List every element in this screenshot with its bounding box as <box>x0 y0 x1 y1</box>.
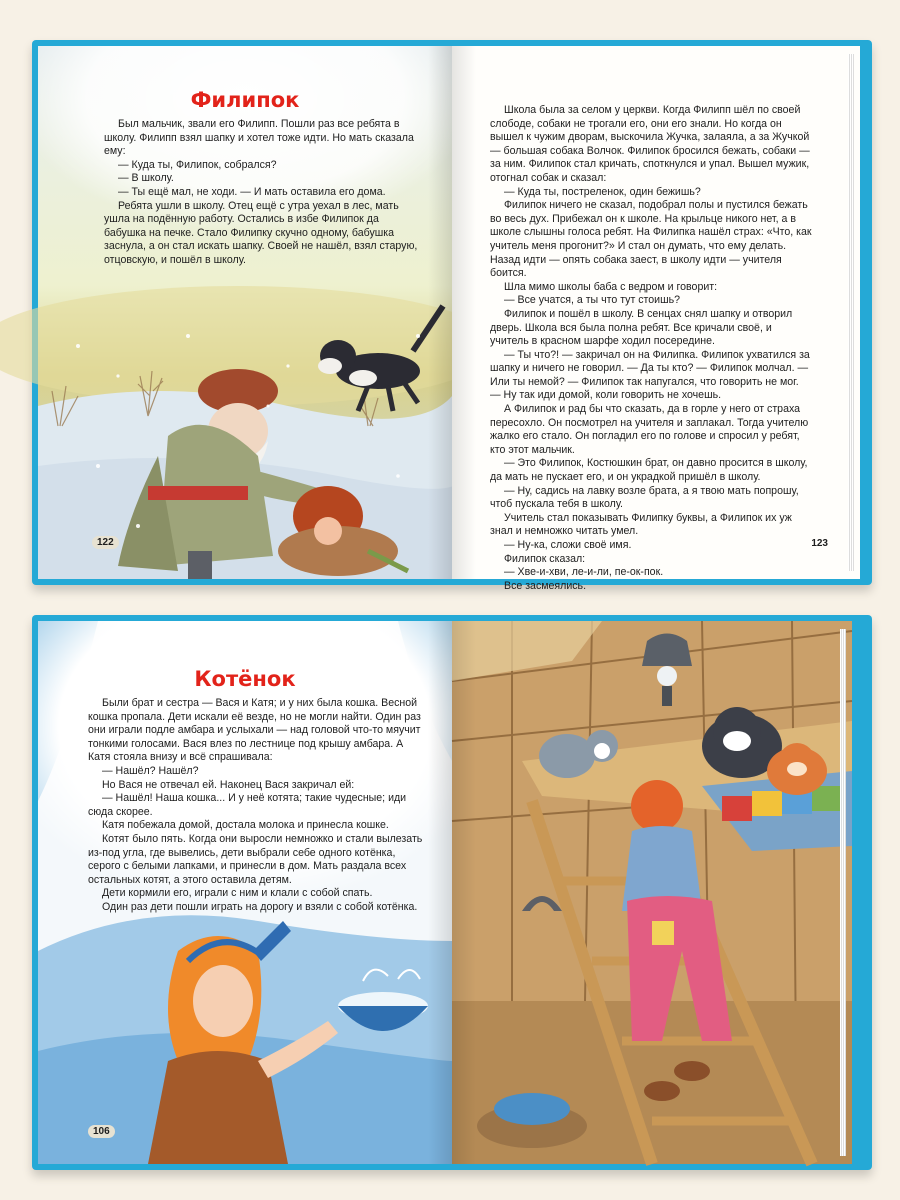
paragraph: — Ну, садись на лавку возле брата, а я твою мать попрошу, чтоб пускала тебя в школу. <box>490 484 799 511</box>
illustration-barn-kittens <box>452 621 852 1164</box>
paragraph: Филипок и пошёл в школу. В сенцах снял шапку и отворил дверь. Школа вся была полна ребят. Все кричали своё, и учитель в красном шарфе ходил посередине. <box>490 307 793 348</box>
paragraph: Школа была за селом у церкви. Когда Филипп шёл по своей слободе, собаки не трогали его, они его знали. Но когда он вышел к чужим дворам, выскочила Жучка, залаяла, а за Жучкой — большая собака Волчок. Филипок бросился бежать, собаки — за ним. Филипок стал кричать, споткнулся и упал. Вышел мужик, отогнал собак и сказал: <box>490 104 810 184</box>
paragraph: — Нашёл? Нашёл? <box>102 764 199 777</box>
paragraph: — Нашёл! Наша кошка... И у неё котята; такие чудесные; иди сюда скорее. <box>88 792 407 818</box>
story-text-right-top <box>490 104 812 593</box>
paragraph: — Ты ещё мал, не ходи. — И мать оставила его дома. <box>118 185 386 198</box>
page-number-right: 123 <box>811 538 828 549</box>
page-right-kotenok <box>452 621 852 1164</box>
paragraph: — Ты что?! — закричал он на Филипка. Филипок ухватился за шапку и ничего не говорил. — Да ты кто? — Филипок молчал. — Или ты немой? — Филипок так напугался, что говорить не мог. — Ну так иди домой, коли говорить не хочешь. <box>490 348 810 402</box>
paragraph: — Куда ты, постреленок, один бежишь? <box>504 185 701 198</box>
paragraph: Катя побежала домой, достала молока и принесла кошке. <box>102 819 389 832</box>
paragraph: Шла мимо школы баба с ведром и говорит: <box>504 280 718 293</box>
story-text-left-bottom <box>88 697 428 915</box>
paragraph: Ребята ушли в школу. Отец ещё с утра уехал в лес, мать ушла на подённую работу. Остались в избе Филипок да бабушка на печке. Стало Филипку скучно одному, бабушка заснула, а он стал искать шапку. Своей не нашёл, взял старую, отцовскую, и пошёл в школу. <box>104 199 418 266</box>
page-edges <box>848 54 854 571</box>
paragraph: Дети кормили его, играли с ним и клали с собой спать. <box>102 887 373 900</box>
spine-shadow <box>428 621 452 1164</box>
paragraph: Один раз дети пошли играть на дорогу и взяли с собой котёнка. <box>102 900 418 913</box>
paragraph: — Ну-ка, сложи своё имя. <box>504 539 632 551</box>
paragraph: Но Вася не отвечал ей. Наконец Вася закричал ей: <box>102 778 355 791</box>
paragraph: Котят было пять. Когда они выросли немножко и стали вылезать из-под угла, где вывелись, дети выбрали себе одного котёнка, серого с белыми лапками, и принесли в дом. Мать раздала всех остальных котят, а этого оставила детям. <box>88 832 423 886</box>
story-title-filipok: Филипок <box>190 88 300 112</box>
page-left-kotenok <box>38 621 452 1164</box>
page-edges <box>840 629 846 1156</box>
paragraph: — Все учатся, а ты что тут стоишь? <box>504 294 681 307</box>
paragraph: Филипок ничего не сказал, подобрал полы и пустился бежать во весь дух. Прибежал он к школе. На крыльце никого нет, а в школе слышны голоса ребят. На Филипка нашёл страх: «Что, как учитель меня прогонит?» И стал он думать, что ему делать. Назад идти — опять собака заест, в школу идти — учителя боится. <box>490 199 812 280</box>
paragraph: Филипок сказал: <box>504 552 586 565</box>
paragraph: — Хве-и-хви, ле-и-ли, пе-ок-пок. <box>504 566 664 579</box>
paragraph: Все засмеялись. <box>504 579 587 592</box>
story-text-left-top <box>104 118 422 268</box>
spine-shadow <box>428 46 452 579</box>
paragraph: — В школу. <box>118 172 174 185</box>
story-title-kotenok: Котёнок <box>194 667 296 691</box>
paragraph: — Это Филипок, Костюшкин брат, он давно просится в школу, да мать не пускает его, и он украдкой пришёл в школу. <box>490 457 808 484</box>
page-number-left: 122 <box>92 536 119 549</box>
paragraph: Был мальчик, звали его Филипп. Пошли раз все ребята в школу. Филипп взял шапку и хотел тоже идти. Но мать сказала ему: <box>104 118 414 158</box>
paragraph: Учитель стал показывать Филипку буквы, а Филипок их уж знал и немножко читать умел. <box>490 511 792 538</box>
spine-shadow <box>452 621 476 1164</box>
page-right-filipok <box>452 46 860 592</box>
book-spread-filipok <box>32 40 872 592</box>
book-spread-kotenok <box>32 615 872 1170</box>
paragraph: А Филипок и рад бы что сказать, да в горле у него от страха пересохло. Он посмотрел на учителя и заплакал. Тогда учителю жалко его стало. Он погладил его по голове и спросил у ребят, кто этот мальчик. <box>490 403 809 456</box>
page-number-left: 106 <box>88 1125 115 1138</box>
paragraph: Были брат и сестра — Вася и Катя; и у них была кошка. Весной кошка пропала. Дети искали её везде, но не могли найти. Один раз они играли подле амбара и услыхали — над головой что-то мяучит тонкими голосами. Вася влез по лестнице под крышу амбара. А Катя стояла внизу и всё спрашивала: <box>88 697 421 764</box>
page-left-filipok <box>38 46 452 579</box>
paragraph: — Куда ты, Филипок, собрался? <box>118 158 277 171</box>
spine-shadow <box>452 46 476 579</box>
